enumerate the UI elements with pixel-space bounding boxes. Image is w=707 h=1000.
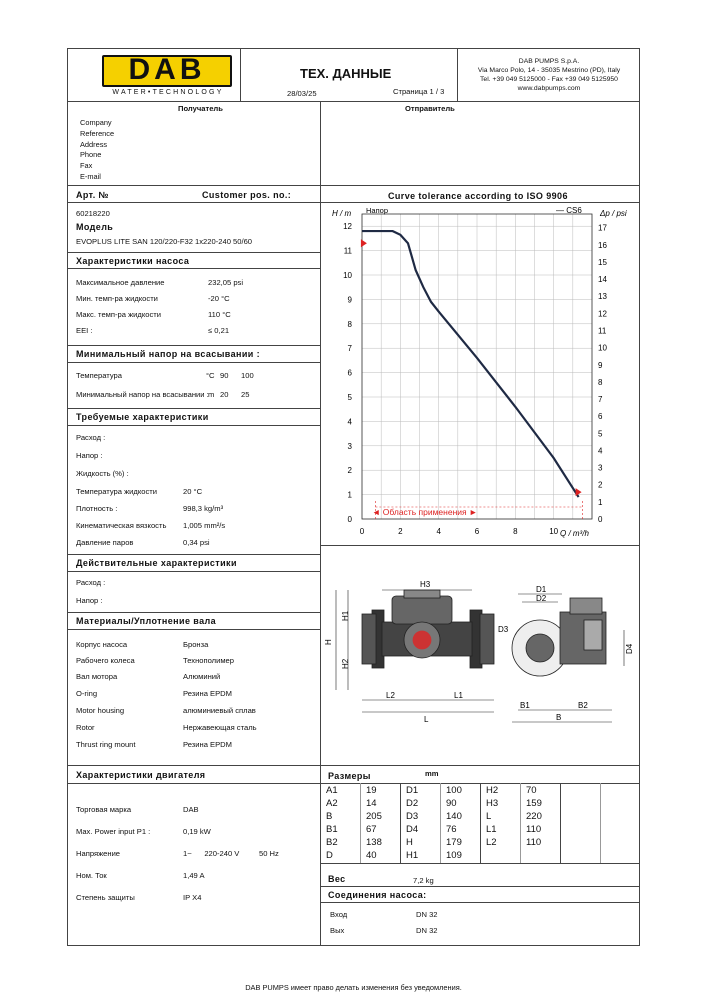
section-line xyxy=(67,612,320,613)
dimension-value: 159 xyxy=(526,798,542,809)
company-info: DAB PUMPS S.p.A. Via Marco Polo, 14 - 35035 Mestrino (PD), Italy Tel. +39 049 5125000 - Fax +39 049 5125950 www.dabpumps.com xyxy=(477,58,621,92)
x-tick-label: 8 xyxy=(513,527,518,536)
y-tick-label: 5 xyxy=(347,393,352,402)
dimension-key: H3 xyxy=(486,798,499,809)
dimensions-title: Размеры xyxy=(328,771,371,781)
y2-tick-label: 17 xyxy=(598,223,607,233)
y-tick-label: 4 xyxy=(347,417,352,427)
svg-text:D4: D4 xyxy=(625,643,634,654)
weight-value: 7,2 kg xyxy=(413,876,434,885)
dimension-value: 67 xyxy=(366,824,377,835)
document-title: ТЕХ. ДАННЫЕ xyxy=(300,66,392,81)
svg-text:L: L xyxy=(424,715,429,724)
y2-tick-label: 0 xyxy=(598,515,603,524)
outlet-value: DN 32 xyxy=(416,926,438,935)
dimension-key: H xyxy=(406,837,413,848)
dimension-value: 40 xyxy=(366,850,377,861)
svg-text:H1: H1 xyxy=(341,610,350,621)
y2-tick-label: 6 xyxy=(598,412,603,422)
article-label: Арт. № xyxy=(76,190,109,200)
x-tick-label: 10 xyxy=(549,527,559,536)
y2-tick-label: 12 xyxy=(598,309,607,319)
actual-title: Действительные характеристики xyxy=(76,558,237,568)
performance-chart xyxy=(320,202,640,542)
y2-tick-label: 3 xyxy=(598,463,603,473)
y2-tick-label: 5 xyxy=(598,429,603,439)
pump-dimension-drawing xyxy=(322,560,638,760)
section-line xyxy=(67,571,320,572)
svg-text:H2: H2 xyxy=(341,658,350,669)
dimension-key: D3 xyxy=(406,811,419,822)
y2-tick-label: 11 xyxy=(598,326,607,336)
x-tick-label: 4 xyxy=(436,527,441,536)
right-axis-label: Δp / psi xyxy=(600,209,627,218)
dimension-value: 138 xyxy=(366,837,382,848)
y2-tick-label: 16 xyxy=(598,240,607,250)
section-line xyxy=(67,252,320,253)
y-tick-label: 6 xyxy=(347,368,352,378)
y-tick-label: 8 xyxy=(347,319,352,329)
table-divider xyxy=(440,783,441,863)
y-tick-label: 3 xyxy=(347,441,352,451)
dimension-key: L1 xyxy=(486,824,497,835)
header-divider xyxy=(240,48,241,101)
svg-text:H3: H3 xyxy=(420,580,431,589)
section-line xyxy=(320,902,640,903)
section-line xyxy=(67,425,320,426)
header-bottom-line xyxy=(67,101,640,102)
sender-label: Отправитель xyxy=(405,104,455,113)
pump-chars-title: Характеристики насоса xyxy=(76,256,190,266)
section-line xyxy=(67,345,320,346)
section-line xyxy=(67,185,640,186)
y-tick-label: 0 xyxy=(347,515,352,524)
tolerance-marker xyxy=(361,239,367,247)
dimension-key: D2 xyxy=(406,798,419,809)
actual-flow-label: Расход : xyxy=(76,578,106,587)
section-line xyxy=(320,545,640,546)
section-line xyxy=(67,629,320,630)
section-line xyxy=(320,886,640,887)
svg-text:L1: L1 xyxy=(454,691,463,700)
dab-logo xyxy=(102,55,234,99)
logo-tagline: WATER•TECHNOLOGY xyxy=(112,89,224,96)
customer-pos-label: Customer pos. no.: xyxy=(202,190,292,200)
section-line xyxy=(320,863,640,864)
section-line xyxy=(67,202,320,203)
y2-tick-label: 4 xyxy=(598,446,603,456)
svg-text:D3: D3 xyxy=(498,625,509,634)
parties-divider xyxy=(320,101,321,185)
svg-text:D1: D1 xyxy=(536,585,547,594)
table-divider xyxy=(480,783,481,863)
page-number: Страница 1 / 3 xyxy=(393,87,445,96)
dimension-key: H2 xyxy=(486,785,499,796)
table-divider xyxy=(520,783,521,863)
dimension-key: L2 xyxy=(486,837,497,848)
suction-title: Минимальный напор на всасывании : xyxy=(76,349,261,359)
y2-tick-label: 15 xyxy=(598,257,607,267)
dimension-value: 90 xyxy=(446,798,457,809)
x-tick-label: 2 xyxy=(398,527,403,536)
svg-text:H: H xyxy=(324,639,333,645)
dimension-value: 110 xyxy=(526,837,542,848)
dimension-value: 110 xyxy=(526,824,542,835)
svg-text:D2: D2 xyxy=(536,594,547,603)
y-tick-label: 12 xyxy=(343,222,352,232)
column-divider xyxy=(320,765,321,946)
dimension-value: 19 xyxy=(366,785,377,796)
chart-title: Curve tolerance according to ISO 9906 xyxy=(388,191,568,201)
weight-label: Вес xyxy=(328,874,346,884)
side-view xyxy=(512,598,606,676)
section-line xyxy=(67,362,320,363)
document-date: 28/03/25 xyxy=(287,89,317,98)
model-label: Модель xyxy=(76,222,114,232)
table-divider xyxy=(360,783,361,863)
chart-legend: — CS6 xyxy=(556,206,582,215)
y-tick-label: 2 xyxy=(347,466,352,476)
chart-grid xyxy=(362,214,592,519)
footer-note: DAB PUMPS имеет право делать изменения без уведомления. xyxy=(245,983,462,992)
y-tick-label: 11 xyxy=(343,246,352,256)
motor-title: Характеристики двигателя xyxy=(76,770,206,780)
actual-head-label: Напор : xyxy=(76,596,103,605)
y2-tick-label: 13 xyxy=(598,292,607,302)
svg-text:B2: B2 xyxy=(578,701,588,710)
dimension-key: D4 xyxy=(406,824,419,835)
dimension-value: 220 xyxy=(526,811,542,822)
section-line xyxy=(67,268,320,269)
dimension-key: D xyxy=(326,850,333,861)
y-tick-label: 1 xyxy=(347,490,352,500)
dimension-key: B xyxy=(326,811,333,822)
y2-tick-label: 9 xyxy=(598,360,603,370)
y2-tick-label: 14 xyxy=(598,275,607,285)
y2-tick-label: 7 xyxy=(598,395,603,405)
header-divider xyxy=(457,48,458,101)
head-curve-series xyxy=(362,231,579,497)
curve-label: Напор xyxy=(366,206,388,215)
dimension-key: H1 xyxy=(406,850,419,861)
table-divider xyxy=(600,783,601,863)
chart-axes xyxy=(343,214,607,536)
party-fields: Company Reference Address Phone Fax E-mail xyxy=(80,118,115,181)
dimension-value: 109 xyxy=(446,850,462,861)
tolerance-marker xyxy=(576,488,582,496)
left-axis-label: H / m xyxy=(332,209,352,218)
dimension-value: 76 xyxy=(446,824,457,835)
dimension-key: A1 xyxy=(326,785,338,796)
dimension-key: L xyxy=(486,811,492,822)
y2-tick-label: 8 xyxy=(598,377,603,387)
svg-text:B: B xyxy=(556,713,562,722)
y-tick-label: 10 xyxy=(343,271,352,280)
y2-tick-label: 10 xyxy=(598,343,607,353)
dimension-value: 140 xyxy=(446,811,462,822)
svg-text:L2: L2 xyxy=(386,691,395,700)
svg-text:B1: B1 xyxy=(520,701,530,710)
dimension-key: B1 xyxy=(326,824,338,835)
y-tick-label: 9 xyxy=(347,295,352,305)
application-range-label: ◄ Область применения ► xyxy=(372,507,478,517)
y-tick-label: 7 xyxy=(347,344,352,354)
x-tick-label: 6 xyxy=(474,527,480,536)
section-line xyxy=(67,765,640,766)
dimensions-unit: mm xyxy=(425,769,439,778)
table-divider xyxy=(400,783,401,863)
front-view xyxy=(362,590,494,668)
x-tick-label: 0 xyxy=(359,527,365,536)
dimension-value: 205 xyxy=(366,811,382,822)
inlet-label: Вход xyxy=(330,910,348,919)
section-line xyxy=(67,783,320,784)
chart-curve xyxy=(361,231,582,497)
dimension-value: 100 xyxy=(446,785,462,796)
dimension-key: B2 xyxy=(326,837,338,848)
logo-text: DAB xyxy=(128,53,206,86)
y2-tick-label: 1 xyxy=(598,497,603,507)
dimension-key: D1 xyxy=(406,785,419,796)
section-line xyxy=(67,408,320,409)
inlet-value: DN 32 xyxy=(416,910,438,919)
y2-tick-label: 2 xyxy=(598,480,603,490)
section-line xyxy=(67,554,320,555)
model-value: EVOPLUS LITE SAN 120/220-F32 1x220-240 50/60 xyxy=(76,237,253,246)
x-axis-label: Q / m³/h xyxy=(560,529,589,538)
table-divider xyxy=(560,783,561,863)
materials-title: Материалы/Уплотнение вала xyxy=(76,616,216,626)
connections-title: Соединения насоса: xyxy=(328,890,427,900)
outlet-label: Вых xyxy=(330,926,345,935)
required-title: Требуемые характеристики xyxy=(76,412,209,422)
dimension-key: A2 xyxy=(326,798,338,809)
article-number: 60218220 xyxy=(76,209,110,218)
dimension-value: 179 xyxy=(446,837,462,848)
recipient-label: Получатель xyxy=(178,104,223,113)
dimension-value: 14 xyxy=(366,798,377,809)
dimension-value: 70 xyxy=(526,785,537,796)
